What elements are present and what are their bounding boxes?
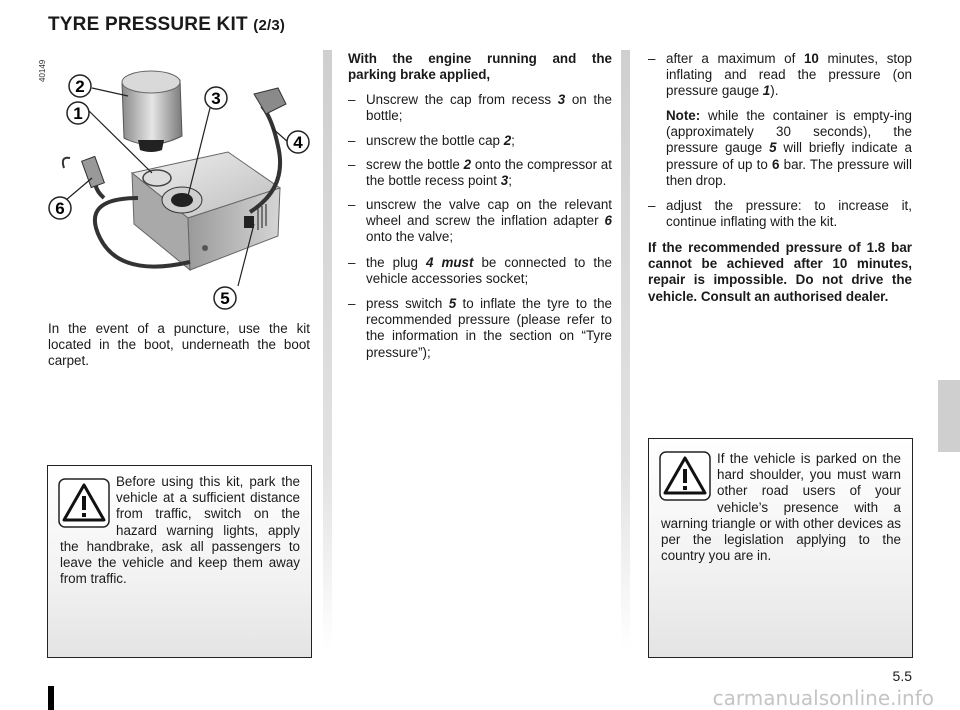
bold-warning: If the recommended pressure of 1.8 bar cannot be achieved after 10 minutes, repair is impossible. Do not drive the vehicle. Consult an authorised dealer. xyxy=(648,240,912,304)
step-dash: – xyxy=(648,198,656,213)
step-right-1-text: after a maximum of xyxy=(666,51,804,66)
step-right-1-text-end: ). xyxy=(770,83,779,99)
step-4-text: unscrew the valve cap on the relevant wheel and screw the inflation adapter xyxy=(366,197,612,229)
title-main: TYRE PRESSURE KIT xyxy=(48,14,248,35)
step-2-ref: 2 xyxy=(503,133,512,148)
step-dash: – xyxy=(348,197,356,212)
step-5-text: the plug xyxy=(366,255,426,270)
warning-box-right xyxy=(648,438,913,658)
step-4-text-end: onto the valve; xyxy=(366,229,454,245)
callout-2 xyxy=(69,75,91,97)
callout-1 xyxy=(67,102,89,124)
step-dash: – xyxy=(348,157,356,172)
step-dash: – xyxy=(648,51,656,66)
step-5-text-end: be connected to the vehicle accessories socket; xyxy=(366,255,613,287)
warning-box-left xyxy=(47,465,312,658)
callout-label-4: 4 xyxy=(293,133,303,152)
callout-label-3: 3 xyxy=(211,89,221,108)
step-3-ref-2: 3 xyxy=(500,173,509,189)
step-2 xyxy=(366,133,612,149)
tyre-kit-illustration xyxy=(40,48,325,323)
step-6 xyxy=(366,296,612,361)
step-1-text-end: on the bottle; xyxy=(366,92,612,124)
warning-right-content: If the vehicle is parked on the hard shoulder, you must warn other road users of your vehicle’s presence with a warning triangle or with other devices as per the legislation applying to the country you are in. xyxy=(661,451,901,564)
note-paragraph xyxy=(666,108,912,189)
chapter-tab xyxy=(938,380,960,452)
page-number: 5.5 xyxy=(892,668,912,684)
step-5 xyxy=(366,255,612,287)
title-subtitle: (2/3) xyxy=(253,17,286,34)
callout-label-1: 1 xyxy=(73,104,83,123)
step-6-ref: 5 xyxy=(448,296,457,311)
page-title xyxy=(48,14,285,36)
mid-heading-line1: With the engine running and the xyxy=(348,51,612,66)
mid-heading-line2: parking brake applied, xyxy=(348,67,491,82)
step-2-text-end: ; xyxy=(511,133,515,148)
callout-4 xyxy=(287,131,309,153)
callout-label-5: 5 xyxy=(220,289,230,308)
step-3-text: screw the bottle xyxy=(366,157,464,172)
step-3-text-mid: onto the compressor at the bottle recess point xyxy=(366,157,612,189)
intro-text: In the event of a puncture, use the kit located in the boot, underneath the boot carpet. xyxy=(48,321,310,369)
note-text: while the container is empty-ing (approximately 30 seconds), the pressure gauge xyxy=(666,108,912,156)
step-6-text-end: to inflate the tyre to the recommended pressure (please refer to the information in the section on “Tyre pressure”); xyxy=(366,296,612,360)
callout-label-2: 2 xyxy=(75,77,85,96)
step-dash: – xyxy=(348,92,356,107)
note-ref: 5 xyxy=(769,140,777,156)
step-dash: – xyxy=(348,296,356,311)
callout-5 xyxy=(214,287,236,309)
note-text-mid: will briefly indicate a pressure of up to xyxy=(666,140,912,172)
step-right-1-ref: 1 xyxy=(762,83,771,99)
step-6-text: press switch xyxy=(366,296,449,311)
step-right-1 xyxy=(666,51,912,100)
step-3-text-end: ; xyxy=(508,173,512,189)
step-4-ref: 6 xyxy=(604,213,612,229)
step-dash: – xyxy=(348,255,356,270)
step-2-text: unscrew the bottle cap xyxy=(366,133,504,148)
step-right-2: adjust the pressure: to increase it, continue inflating with the kit. xyxy=(666,198,912,230)
note-text-end: bar. The pressure will then drop. xyxy=(666,156,912,188)
step-dash: – xyxy=(348,133,356,148)
warning-text-left xyxy=(60,474,300,587)
page-corner-mark xyxy=(48,686,54,710)
step-4 xyxy=(366,197,612,246)
step-1 xyxy=(366,92,612,124)
note-label: Note: xyxy=(666,108,701,123)
note-pressure: 6 xyxy=(772,156,780,172)
column-divider-right xyxy=(621,50,630,650)
callout-6 xyxy=(49,197,71,219)
step-right-1-minutes: 10 xyxy=(803,51,819,66)
step-right-1-text-mid: minutes, stop inflating and read the pressure (on pressure gauge xyxy=(666,51,913,99)
warning-left-content: Before using this kit, park the vehicle at a sufficient distance from traffic, switch on the hazard warning lights, apply the handbrake, ask all passengers to leave the vehicle and keep them away from traffic. xyxy=(60,474,300,587)
warning-text-right xyxy=(661,451,901,564)
step-5-ref: 4 must xyxy=(425,255,474,270)
step-3-ref: 2 xyxy=(463,157,472,172)
figure-code: 40149 xyxy=(38,59,47,82)
step-1-ref: 3 xyxy=(557,92,566,107)
footer-watermark: carmanualsonline.info xyxy=(712,686,934,710)
step-3 xyxy=(366,157,612,189)
step-1-text: Unscrew the cap from recess xyxy=(366,92,558,107)
callout-3 xyxy=(205,87,227,109)
column-divider-left xyxy=(323,50,332,650)
callout-label-6: 6 xyxy=(55,199,65,218)
